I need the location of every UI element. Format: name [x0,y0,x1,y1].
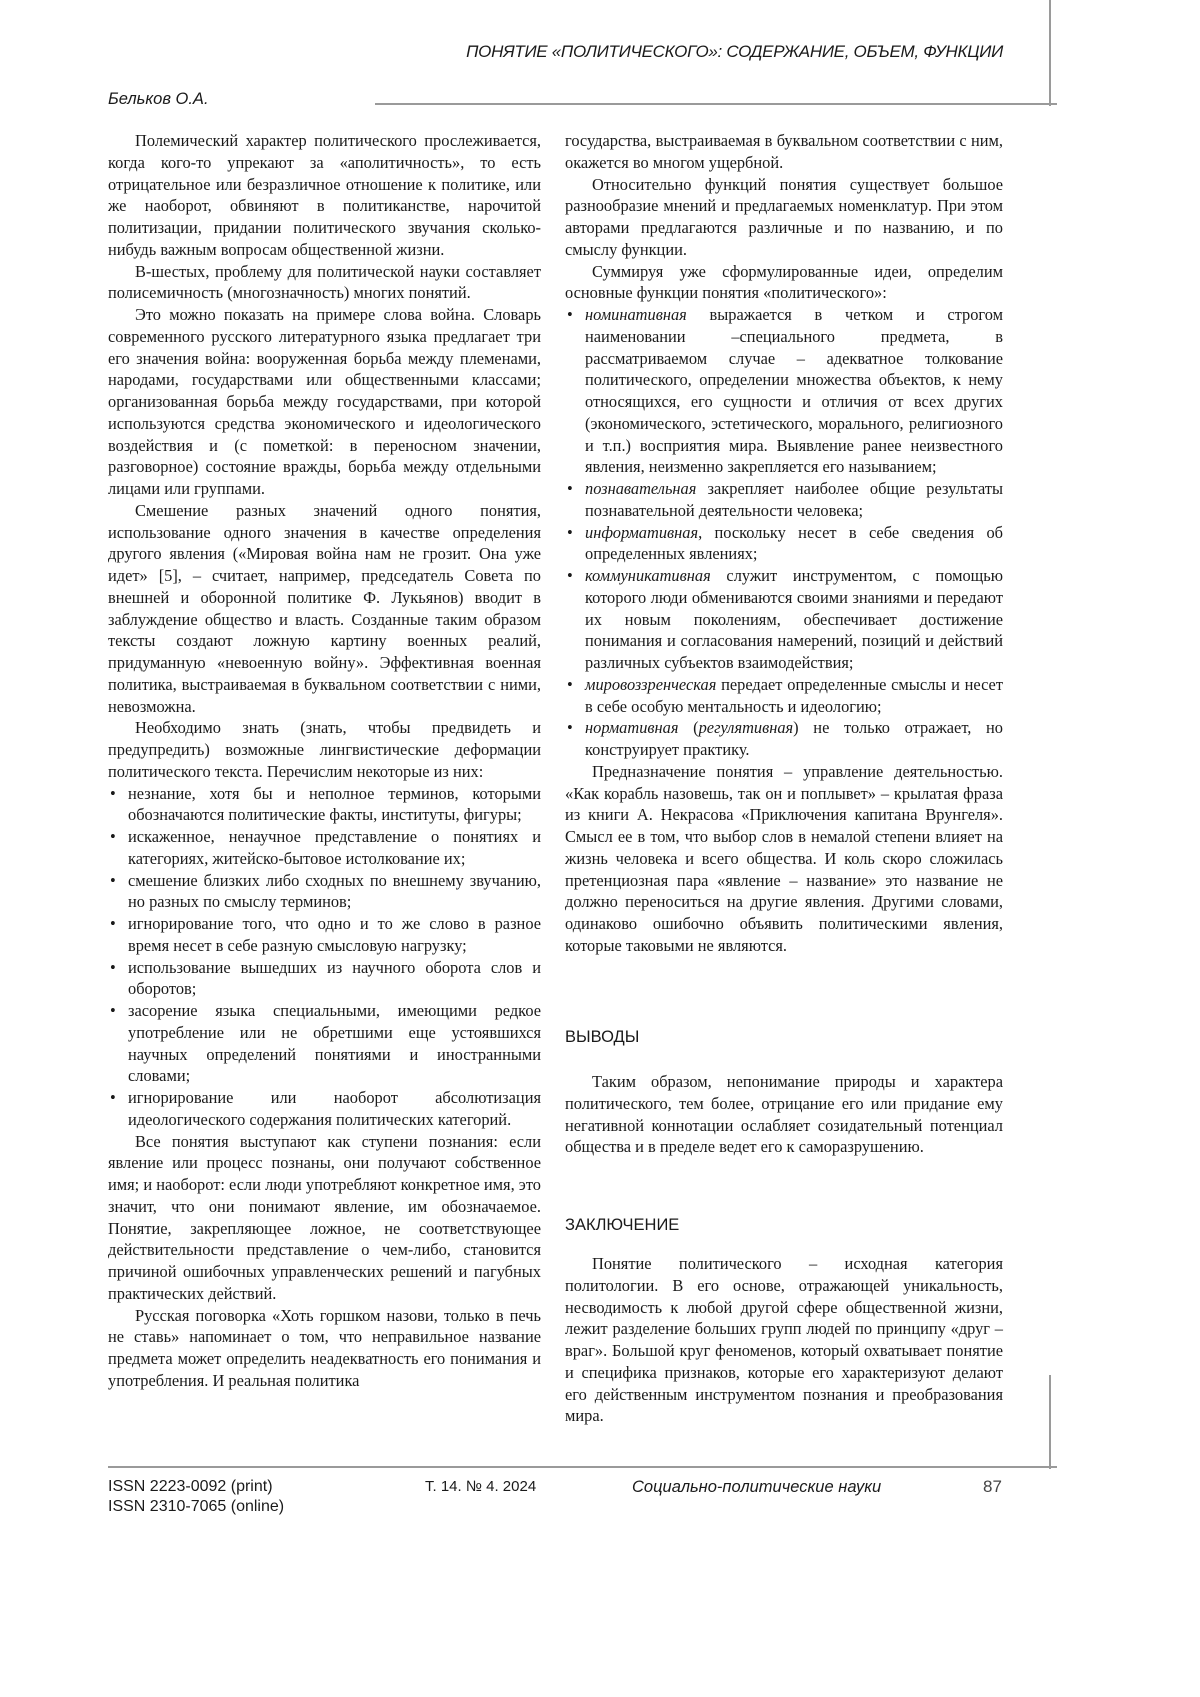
issn-block [108,1477,284,1517]
section-heading-final: ЗАКЛЮЧЕНИЕ [565,1216,679,1235]
list-item: • игнорирование или наоборот абсолютизация идеологического содержания политических категорий. [108,1087,541,1131]
paragraph: Полемический характер политического прослеживается, когда кого-то упрекают за «аполитичность», то есть отрицательное или безразличное отношение к политике, или же наоборот, обвиняют в политиканстве, нарочитой политизации, придании политического звучания сколько-нибудь важным вопросам общественной жизни. [108,130,541,261]
paragraph: Понятие политического – исходная категория политологии. В его основе, отражающей уникальность, несводимость к любой другой сфере общественной жизни, лежит разделение больших групп людей по принципу «друг – враг». Большой круг феноменов, который охватывает понятие и специфика признаков, которые его характеризуют делают его действенным инструментом познания и преобразования мира. [565,1253,1003,1427]
item-text: служит инструментом, с помощью которого люди обмениваются своими знаниями и передают их новым поколениям, обеспечивает достижение понимания и согласования намерений, позиций и действий различных субъектов взаимодействия; [585,566,1003,672]
list-item [565,565,1003,674]
header-rule [375,103,1057,105]
deformation-list [108,783,541,1131]
item-text: ) не только отражает, но конструирует практику. [585,718,1003,759]
footer-rule [108,1466,1057,1468]
item-text: закрепляет наиболее общие результаты познавательной деятельности человека; [585,479,1003,520]
list-item: • искаженное, ненаучное представление о понятиях и категориях, житейско-бытовое истолкование их; [108,826,541,870]
list-item [565,304,1003,478]
list-item: • незнание, хотя бы и неполное терминов, которыми обозначаются политические факты, институты, фигуры; [108,783,541,827]
author: Бельков О.А. [108,90,209,109]
functions-list [565,304,1003,761]
list-item [565,717,1003,761]
paragraph: Относительно функций понятия существует большое разнообразие мнений и предлагаемых номенклатур. При этом авторами предлагаются различные и по названию, и по смыслу функции. [565,174,1003,261]
term: регулятивная [699,718,794,737]
page-number: 87 [983,1477,1002,1497]
final-section [565,1253,1003,1427]
paragraph: В-шестых, проблему для политической науки составляет полисемичность (многозначность) многих понятий. [108,261,541,305]
paragraph: Все понятия выступают как ступени познания: если явление или процесс познаны, они получают собственное имя; и наоборот: если люди употребляют конкретное имя, это значит, что они понимают явление, им обозначаемое. Понятие, закрепляющее ложное, не соответствующее действительности представление о чем-либо, становится причиной ошибочных управленческих решений и пагубных практических действий. [108,1131,541,1305]
item-text: , поскольку несет в себе сведения об определенных явлениях; [585,523,1003,564]
list-item: • использование вышедших из научного оборота слов и оборотов; [108,957,541,1001]
paragraph: Таким образом, непонимание природы и характера политического, тем более, отрицание его или придание ему негативной коннотации ослабляет созидательный потенциал общества и в пределе ведет его к саморазрушению. [565,1071,1003,1158]
item-text: выражается в четком и строгом наименовании –специального предмета, в рассматриваемом случае – адекватное толкование политического, определении множества объектов, к нему относящихся, его сущности и отличия от всех других (экономического, эстетического, морального, религиозного и т.п.) восприятия мира. Выявление ранее неизвестного явления, неизменно закрепляется его называнием; [585,305,1003,476]
paragraph: государства, выстраиваемая в буквальном соответствии с ним, окажется во многом ущербной. [565,130,1003,174]
term: номинативная [585,305,687,324]
running-title: ПОНЯТИЕ «ПОЛИТИЧЕСКОГО»: СОДЕРЖАНИЕ, ОБЪЕМ, ФУНКЦИИ [466,42,1003,62]
list-item: • игнорирование того, что одно и то же слово в разное время несет в себе разную смысловую нагрузку; [108,913,541,957]
volume-issue: Т. 14. № 4. 2024 [425,1477,536,1497]
issn-online: ISSN 2310-7065 (online) [108,1497,284,1517]
term: познавательная [585,479,696,498]
list-item [565,674,1003,718]
paragraph: Необходимо знать (знать, чтобы предвидеть и предупредить) возможные лингвистические деформации политического текста. Перечислим некоторые из них: [108,717,541,782]
term: нормативная [585,718,678,737]
list-item [565,478,1003,522]
paragraph: Суммируя уже сформулированные идеи, определим основные функции понятия «политического»: [565,261,1003,305]
section-heading-conclusions: ВЫВОДЫ [565,1028,639,1047]
paragraph: Это можно показать на примере слова война. Словарь современного русского литературного языка предлагает три его значения война: вооруженная борьба между племенами, народами, государствами или общественными классами; организованная борьба между государствами, при которой используются средства экономического и идеологического воздействия и (с пометкой: в переносном значении, разговорное) состояние вражды, борьба между отдельными лицами или группами. [108,304,541,500]
term: мировоззренческая [585,675,716,694]
paragraph: Смешение разных значений одного понятия, использование одного значения в качестве определения другого явления («Мировая война нам не грозит. Она уже идет» [5], – считает, например, председатель Совета по внешней и оборонной политике Ф. Лукьянов) вводит в заблуждение общество и власть. Созданные таким образом тексты создают ложную картину военных реалий, придуманную «невоенную войну». Эффективная военная политика, выстраиваемая в буквальном соответствии с ними, невозможна. [108,500,541,718]
issn-print: ISSN 2223-0092 (print) [108,1477,284,1497]
right-column [565,130,1003,957]
item-text: передает определенные смыслы и несет в себе особую ментальность и идеологию; [585,675,1003,716]
journal-name: Социально-политические науки [632,1477,881,1497]
paragraph: Русская поговорка «Хоть горшком назови, только в печь не ставь» напоминает о том, что неправильное название предмета может определить неадекватность его понимания и употребления. И реальная политика [108,1305,541,1392]
list-item: • смешение близких либо сходных по внешнему звучанию, но разных по смыслу терминов; [108,870,541,914]
footer-vertical-rule [1049,1375,1051,1469]
term: информативная [585,523,698,542]
item-text: ( [678,718,698,737]
paragraph: Предназначение понятия – управление деятельностью. «Как корабль назовешь, так он и поплывет» – крылатая фраза из книги А. Некрасова «Приключения капитана Врунгеля». Смысл ее в том, что выбор слов в немалой степени влияет на жизнь человека и всего общества. И коль скоро сложилась претенциозная пара «явление – название» это название не должно переноситься на другие явления. Другими словами, одинаково ошибочно объявить политическими явления, которые таковыми не являются. [565,761,1003,957]
term: коммуникативная [585,566,711,585]
list-item [565,522,1003,566]
conclusions-section [565,1071,1003,1158]
header-vertical-rule [1049,0,1051,106]
left-column [108,130,541,1392]
list-item: • засорение языка специальными, имеющими редкое употребление или не обретшими еще устоявшихся научных определений понятиями и иностранными словами; [108,1000,541,1087]
